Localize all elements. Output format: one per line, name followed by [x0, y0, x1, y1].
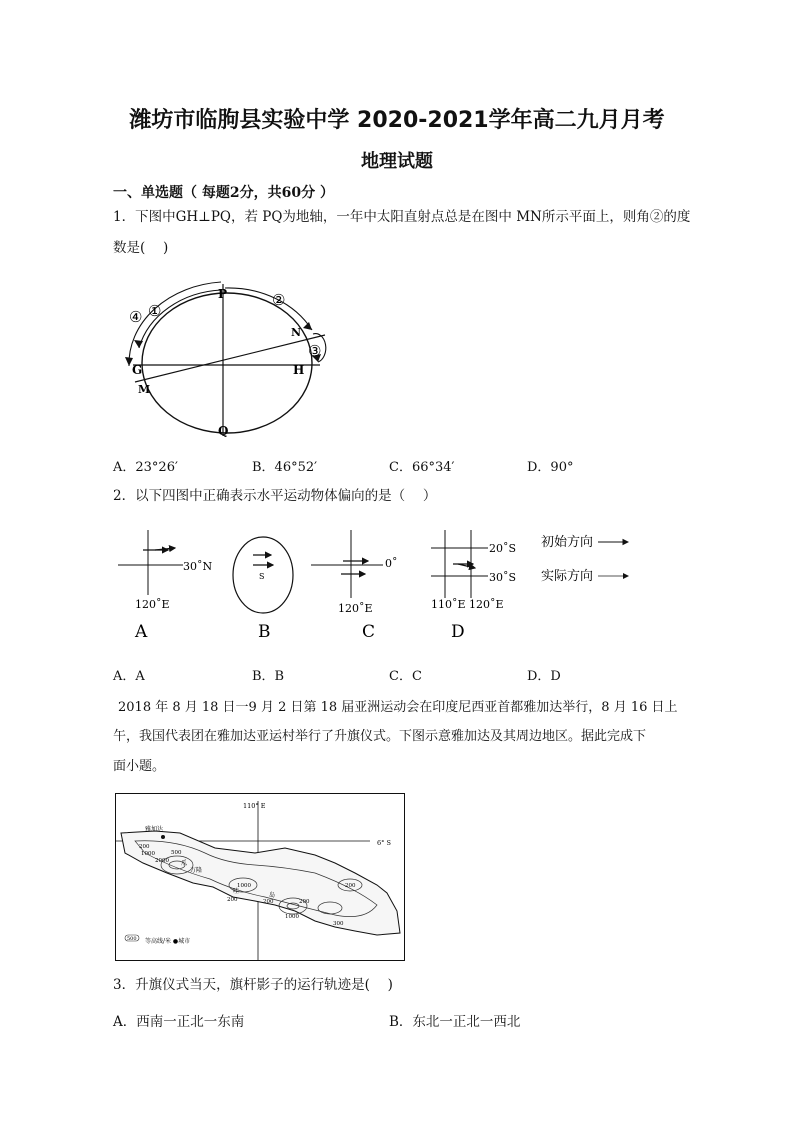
map-legend-num: 500 — [127, 936, 137, 942]
map-legend: 等高线/米 ●城市 — [145, 938, 191, 945]
q2-text: 2．以下四图中正确表示水平运动物体偏向的是（ ） — [113, 488, 437, 504]
passage-line3: 面小题。 — [113, 759, 166, 774]
svg-text:岛: 岛 — [269, 892, 276, 899]
svg-text:哇: 哇 — [233, 888, 240, 895]
label-g: G — [132, 363, 143, 377]
q3-text: 3．升旗仪式当天，旗杆影子的运行轨迹是( ) — [113, 977, 393, 993]
svg-text:1000: 1000 — [285, 914, 299, 920]
svg-text:200: 200 — [299, 899, 310, 905]
q1-text-line2: 数是( ) — [113, 240, 169, 256]
q2-option-b[interactable]: B．B — [252, 669, 285, 684]
map-city-label: 雅加达 — [145, 826, 164, 833]
d-lon-label: 110˚E 120˚E — [431, 598, 504, 611]
page-title: 潍坊市临朐县实验中学 2020-2021学年高二九月月考 — [129, 108, 665, 133]
label-angle-2: ② — [272, 291, 286, 309]
svg-text:200: 200 — [139, 844, 150, 850]
c-lat-label: 0˚ — [385, 557, 398, 570]
a-label: A — [135, 622, 148, 642]
passage-line1: 2018 年 8 月 18 日一9 月 2 日第 18 届亚洲运动会在印度尼西亚首都雅加达举行，8 月 16 日上 — [118, 700, 678, 715]
svg-text:1000: 1000 — [237, 883, 251, 889]
q2-option-c[interactable]: C．C — [389, 669, 422, 684]
legend-actual-label: 实际方向 — [541, 569, 594, 584]
jakarta-map — [115, 793, 405, 961]
d-label: D — [451, 622, 465, 642]
passage-line2: 午，我国代表团在雅加达亚运村举行了升旗仪式。下图示意雅加达及其周边地区。据此完成下 — [113, 729, 647, 744]
a-lon-label: 120˚E — [135, 598, 170, 611]
label-q: Q — [218, 424, 229, 438]
c-label: C — [362, 622, 376, 642]
svg-text:2000: 2000 — [155, 858, 169, 864]
b-label: B — [258, 622, 271, 642]
label-n: N — [291, 326, 302, 339]
arc-2 — [225, 288, 312, 330]
q1-option-d[interactable]: D．90° — [527, 460, 574, 475]
b-s-label: S — [259, 572, 265, 581]
svg-text:500: 500 — [171, 850, 182, 856]
svg-text:200: 200 — [263, 899, 274, 905]
label-angle-3: ③ — [308, 342, 322, 360]
q1-text-line1: 1．下图中GH⊥PQ，若 PQ为地轴，一年中太阳直射点总是在图中 MN所示平面上，则角②的度 — [113, 209, 691, 225]
label-p: P — [218, 287, 228, 301]
label-h: H — [293, 363, 305, 377]
d-lat2-label: 30˚S — [489, 571, 517, 584]
svg-text:1000: 1000 — [141, 851, 155, 857]
map-lat-label: 6° S — [377, 839, 391, 847]
svg-text:200: 200 — [345, 883, 356, 889]
q3-option-b[interactable]: B．东北一正北一西北 — [389, 1014, 521, 1030]
d-lat1-label: 20˚S — [489, 542, 517, 555]
section-heading: 一、单选题（ 每题2分，共60分 ） — [113, 185, 334, 201]
q2-option-a[interactable]: A．A — [113, 669, 145, 684]
q2-option-d[interactable]: D．D — [527, 669, 561, 684]
label-m: M — [138, 383, 151, 396]
c-lon-label: 120˚E — [338, 602, 373, 615]
a-lat-label: 30˚N — [183, 560, 213, 573]
map-lon-label: 110° E — [243, 802, 266, 810]
q3-option-a[interactable]: A．西南一正北一东南 — [113, 1014, 245, 1030]
q1-earth-diagram — [115, 278, 345, 443]
earth-ellipse — [142, 293, 312, 433]
label-angle-4: ④ — [129, 308, 143, 326]
q1-option-a[interactable]: A．23°26′ — [113, 460, 178, 475]
q1-option-c[interactable]: C．66°34′ — [389, 460, 455, 475]
legend-start-label: 初始方向 — [541, 535, 594, 550]
svg-text:300: 300 — [333, 921, 344, 927]
svg-text:爪: 爪 — [181, 860, 188, 867]
q2-deflection-diagram — [113, 520, 653, 645]
page-subtitle: 地理试题 — [361, 151, 433, 172]
svg-text:200: 200 — [227, 897, 238, 903]
q1-option-b[interactable]: B．46°52′ — [252, 460, 318, 475]
svg-text:万隆: 万隆 — [190, 867, 203, 874]
label-angle-1: ① — [148, 302, 162, 320]
